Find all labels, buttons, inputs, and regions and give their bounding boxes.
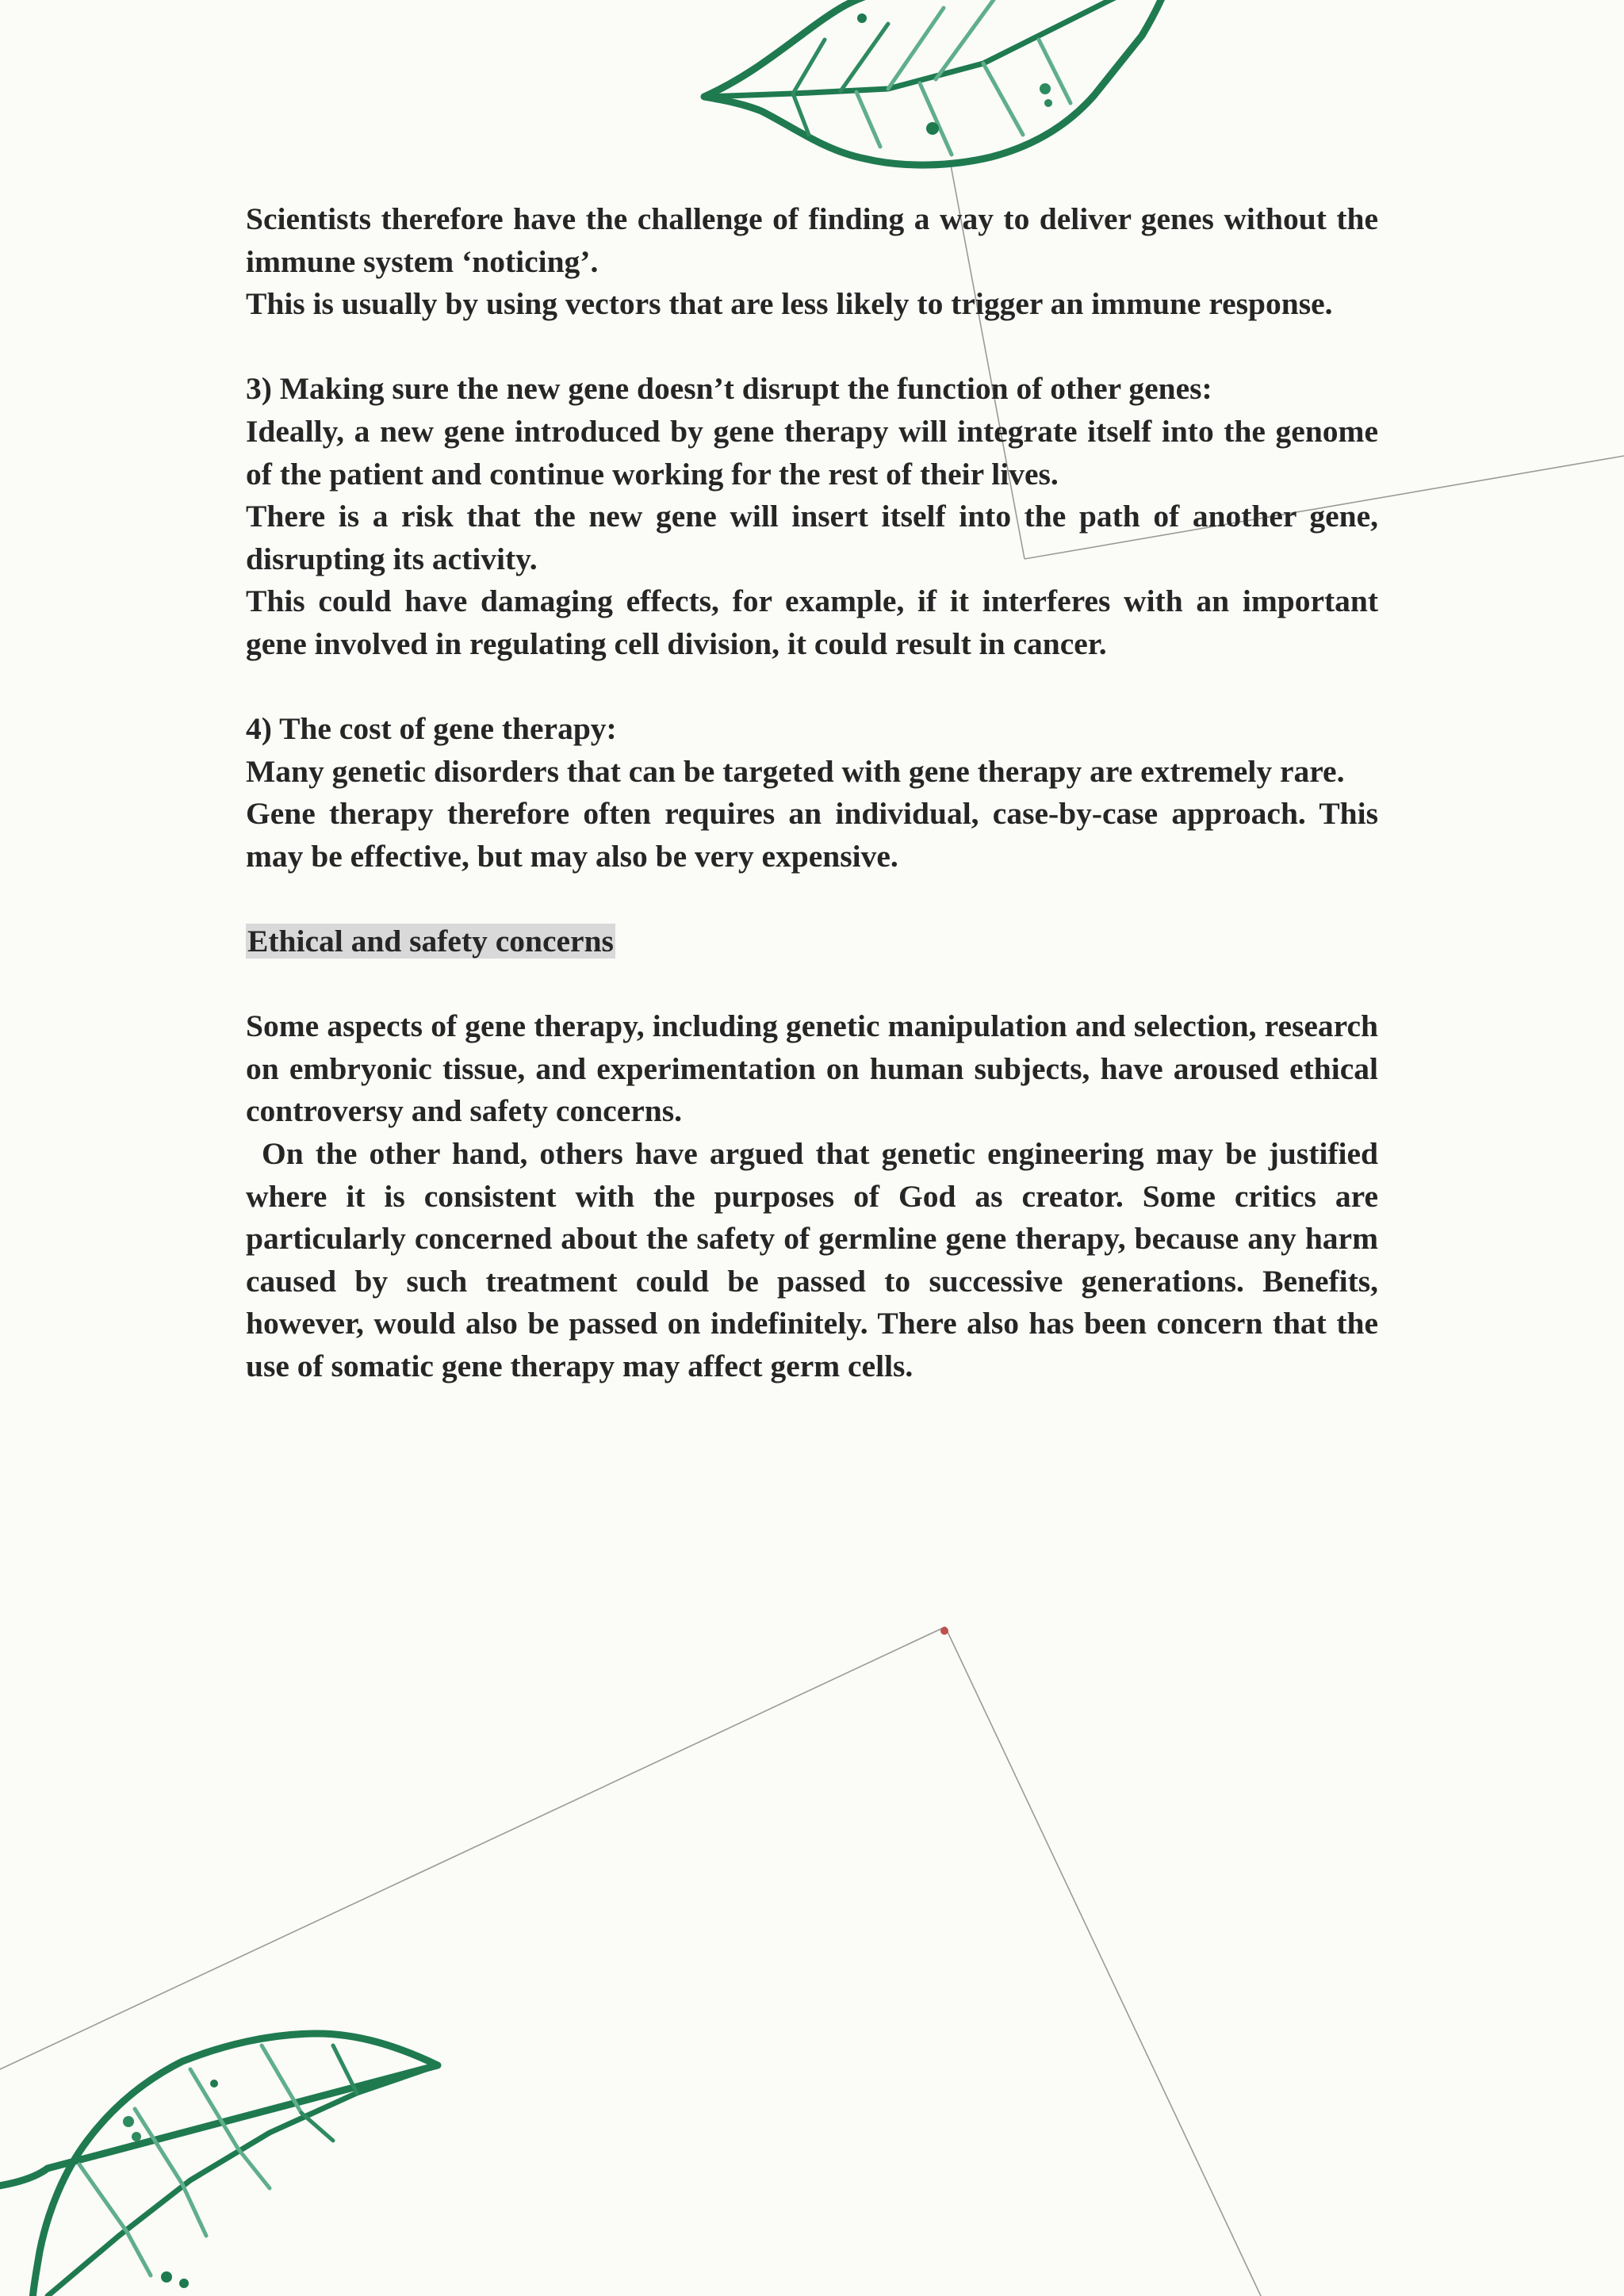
leaf-icon-top xyxy=(704,0,1174,165)
paragraph: Some aspects of gene therapy, including genetic manipulation and selection, research on embryonic tissue, and experimentation on human subjects, have aroused ethical controversy and safety concerns. xyxy=(246,1008,1378,1129)
comment-marker-icon xyxy=(940,1627,948,1635)
paragraph: Gene therapy therefore often requires an individual, case-by-case approach. This may be effective, but may also be very expensive. xyxy=(246,796,1378,874)
spacer xyxy=(246,963,1378,1006)
ethics-heading: Ethical and safety concerns xyxy=(247,924,614,959)
paragraph: There is a risk that the new gene will insert itself into the path of another gene, disrupting its activity. xyxy=(246,499,1378,576)
spacer xyxy=(246,666,1378,709)
paragraph: Many genetic disorders that can be targeted with gene therapy are extremely rare. xyxy=(246,753,1345,789)
paragraph: Ideally, a new gene introduced by gene therapy will integrate itself into the genome of the patient and continue working for the rest of their lives. xyxy=(246,413,1378,492)
spacer xyxy=(246,878,1378,921)
paragraph: This could have damaging effects, for example, if it interferes with an important gene involved in regulating cell division, it could result in cancer. xyxy=(246,584,1378,661)
paragraph: This is usually by using vectors that are less likely to trigger an immune response. xyxy=(246,286,1333,322)
section-heading-4: 4) The cost of gene therapy: xyxy=(246,711,617,747)
paragraph: On the other hand, others have argued that genetic engineering may be justified where it is consistent with the purposes of God as creator. Some critics are particularly concerned about the safety of germline gene therapy, because any harm caused by such treatment could be passed to successive generations. Benefits, however, would also be passed on indefinitely. There also has been concern that the use of somatic gene therapy may affect germ cells. xyxy=(246,1136,1378,1384)
spacer xyxy=(246,326,1378,369)
section-heading-3: 3) Making sure the new gene doesn’t disrupt the function of other genes: xyxy=(246,371,1212,407)
document-body xyxy=(246,198,1378,1388)
paragraph: Scientists therefore have the challenge of finding a way to deliver genes without the immune system ‘noticing’. xyxy=(246,201,1378,279)
leaf-icon-bottom xyxy=(0,2034,438,2296)
ethics-heading-line xyxy=(246,920,1378,963)
